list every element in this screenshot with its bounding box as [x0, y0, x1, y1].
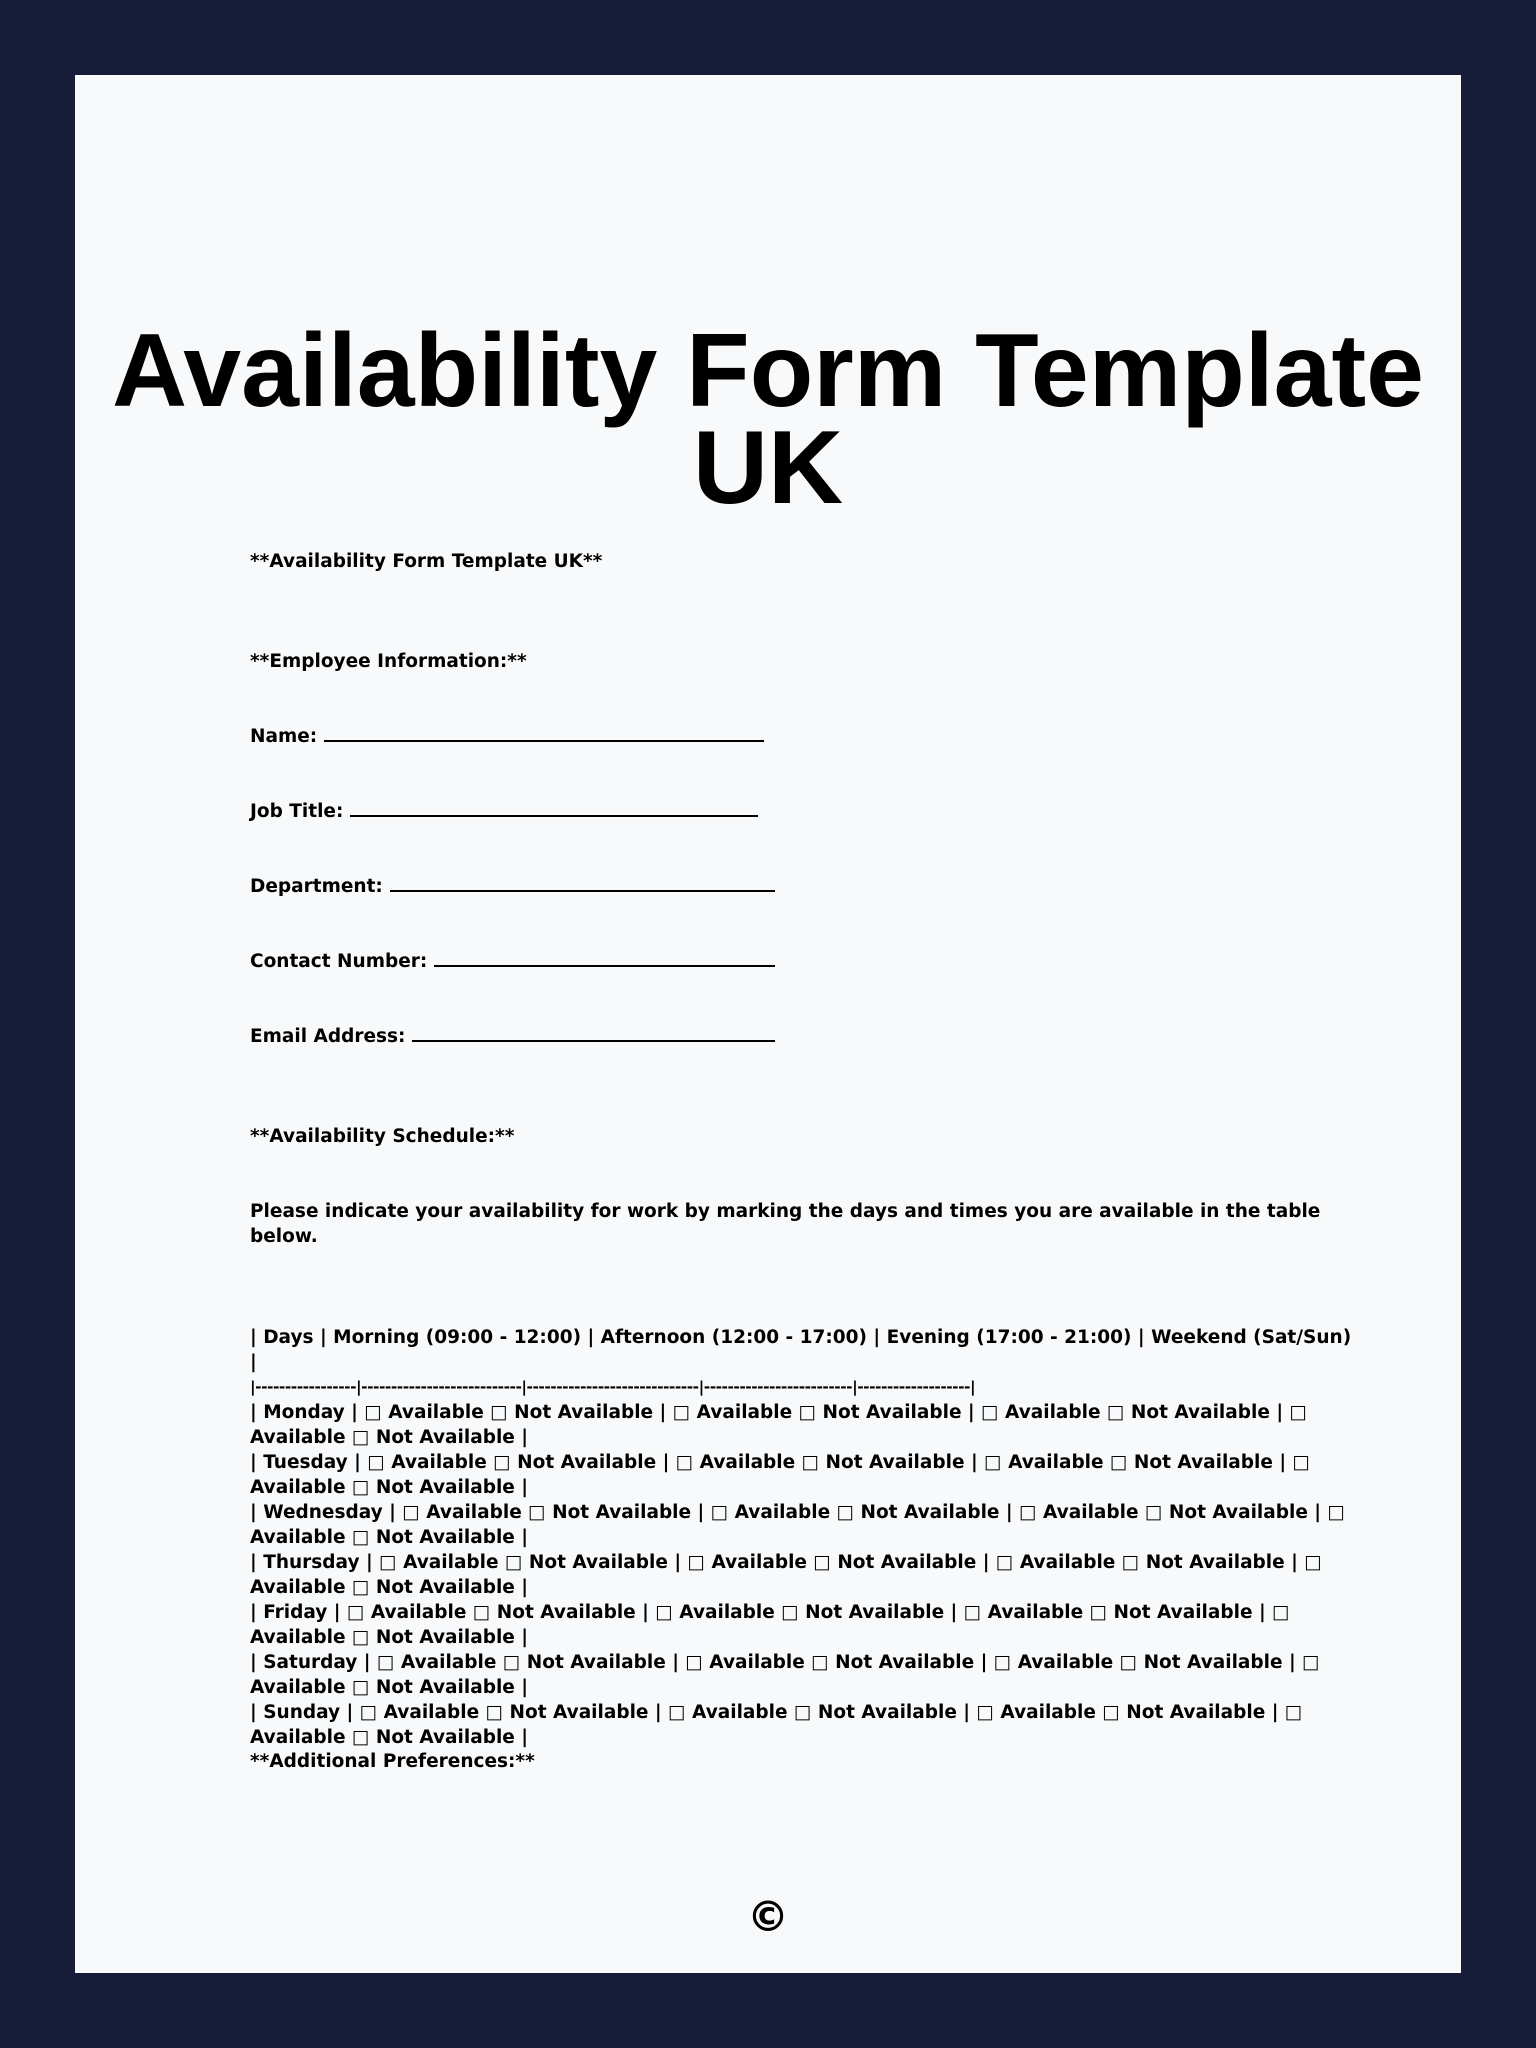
job-title-label: Job Title:: [250, 801, 344, 822]
copyright-icon: ©: [747, 1892, 789, 1941]
availability-schedule-heading: **Availability Schedule:**: [250, 1126, 515, 1147]
job-title-blank-line: [350, 801, 758, 817]
schedule-instructions: Please indicate your availability for work by marking the days and times you are available in the table below.: [250, 1201, 1321, 1247]
document-page: [75, 75, 1461, 1973]
name-field: [250, 724, 1358, 749]
department-label: Department:: [250, 876, 383, 897]
table-row-thursday: | Thursday | □ Available □ Not Available | □ Available □ Not Available | □ Available □ Not Available | □ Available □ Not Available |: [250, 1552, 1322, 1598]
contact-number-blank-line: [434, 951, 775, 967]
email-address-label: Email Address:: [250, 1026, 406, 1047]
document-title: Availability Form Template UK: [112, 313, 1424, 526]
table-divider-row: |-----------------|---------------------------|-----------------------------|-------------------------|-------------------|: [250, 1378, 976, 1396]
employee-info-heading: **Employee Information:**: [250, 651, 527, 672]
table-row-saturday: | Saturday | □ Available □ Not Available | □ Available □ Not Available | □ Available □ Not Available | □ Available □ Not Available |: [250, 1652, 1320, 1698]
name-label: Name:: [250, 726, 318, 747]
contact-number-field: [250, 949, 1358, 974]
table-row-wednesday: | Wednesday | □ Available □ Not Available | □ Available □ Not Available | □ Available □ Not Available | □ Available □ Not Available |: [250, 1502, 1345, 1548]
contact-number-label: Contact Number:: [250, 951, 428, 972]
department-field: [250, 874, 1358, 899]
availability-table: [250, 1325, 1358, 1750]
table-row-sunday: | Sunday | □ Available □ Not Available | □ Available □ Not Available | □ Available □ Not Available | □ Available □ Not Available |: [250, 1702, 1303, 1748]
email-address-field: [250, 1024, 1358, 1049]
department-blank-line: [390, 876, 775, 892]
additional-preferences-heading: **Additional Preferences:**: [250, 1751, 535, 1772]
table-row-monday: | Monday | □ Available □ Not Available | □ Available □ Not Available | □ Available □ Not Available | □ Available □ Not Available |: [250, 1402, 1308, 1448]
email-address-blank-line: [412, 1026, 775, 1042]
name-blank-line: [324, 726, 764, 742]
table-header-row: | Days | Morning (09:00 - 12:00) | Afternoon (12:00 - 17:00) | Evening (17:00 - 21:00) | Weekend (Sat/Sun) |: [250, 1327, 1352, 1373]
table-row-friday: | Friday | □ Available □ Not Available | □ Available □ Not Available | □ Available □ Not Available | □ Available □ Not Available |: [250, 1602, 1290, 1648]
form-subtitle: **Availability Form Template UK**: [250, 551, 603, 572]
table-row-tuesday: | Tuesday | □ Available □ Not Available | □ Available □ Not Available | □ Available □ Not Available | □ Available □ Not Available |: [250, 1452, 1311, 1498]
job-title-field: [250, 799, 1358, 824]
